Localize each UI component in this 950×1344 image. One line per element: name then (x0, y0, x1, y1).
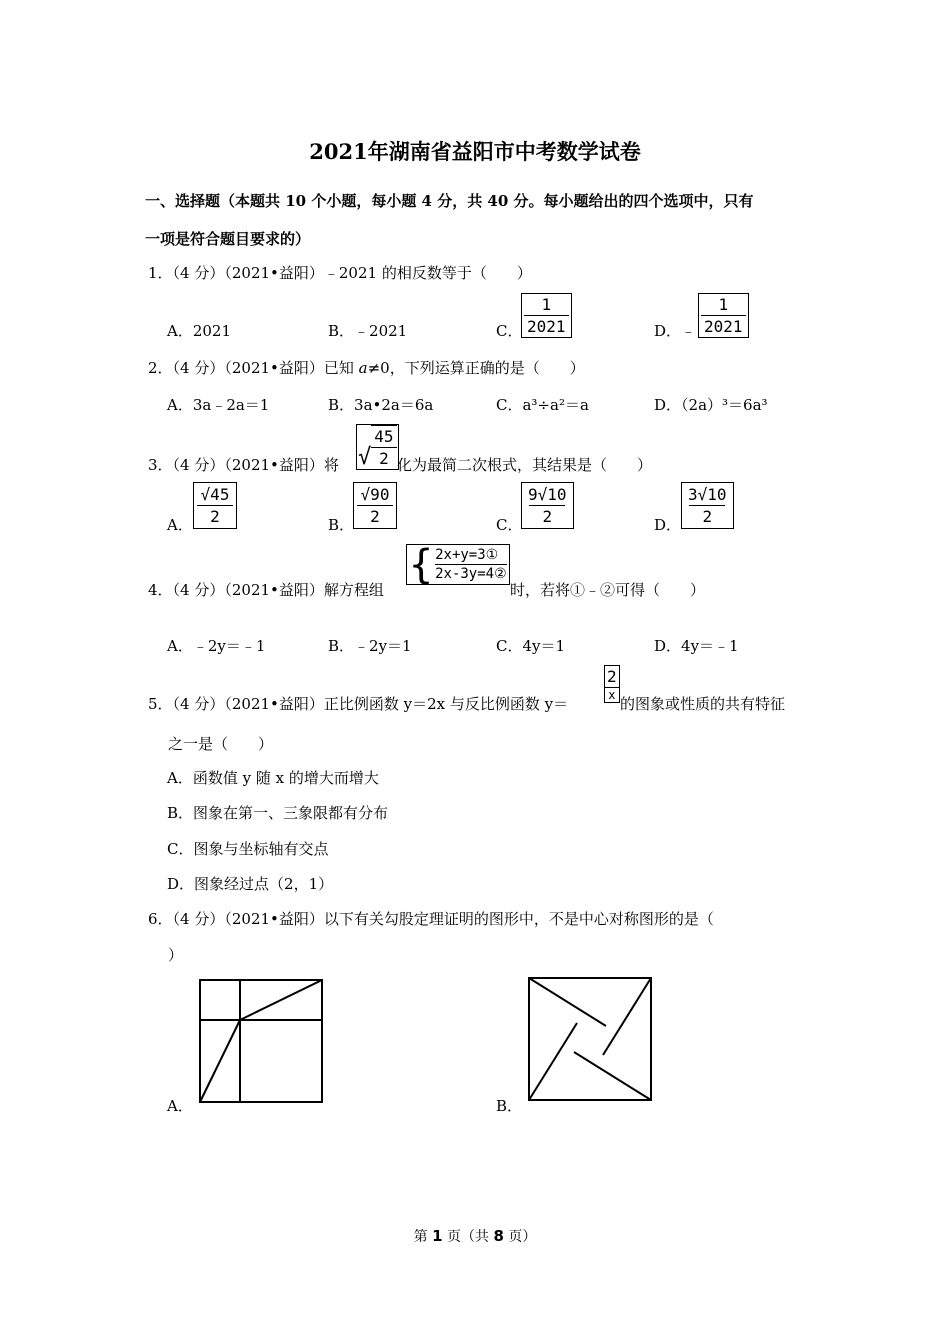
q2-stem-pre: 2．（4 分）（2021•益阳）已知 (148, 359, 359, 377)
footer-mid: 页（共 (442, 1229, 494, 1245)
footer-pre: 第 (413, 1229, 433, 1245)
frac-den: x (605, 687, 619, 702)
section-heading-line1: 一、选择题（本题共 10 个小题，每小题 4 分，共 40 分。每小题给出的四个选项中，只有 (145, 192, 754, 210)
q5-stem-pre: 5．（4 分）（2021•益阳）正比例函数 y＝2x 与反比例函数 y＝ (148, 695, 569, 713)
footer-page-number: 1 (432, 1227, 443, 1245)
q3-option-b-label: B． (328, 516, 355, 534)
q2-option-a: A．3a﹣2a＝1 (167, 396, 270, 414)
q3-option-b-fraction (353, 482, 397, 529)
frac-num: 1 (541, 295, 552, 314)
footer-total-pages: 8 (493, 1227, 504, 1245)
q5-stem-line2: 之一是（ ） (168, 735, 274, 753)
q3-option-a-label: A． (167, 516, 193, 534)
frac-num: 1 (718, 295, 729, 314)
equation-2: 2x-3y=4② (435, 566, 507, 582)
q4-option-b: B．﹣2y＝1 (328, 637, 412, 655)
diagonal-top (240, 980, 322, 1020)
page-title: 2021年湖南省益阳市中考数学试卷 (309, 139, 641, 164)
q5-option-c: C．图象与坐标轴有交点 (167, 840, 329, 858)
frac-num: 9√10 (528, 485, 567, 504)
rad-den: 2 (371, 447, 396, 469)
q1-option-d-fraction (698, 293, 749, 338)
q3-stem-radical (356, 424, 399, 470)
q2-stem-post: ≠0，下列运算正确的是（ ） (367, 359, 585, 377)
segment-4 (529, 1023, 577, 1100)
frac-den: 2 (689, 505, 725, 527)
frac-num: 3√10 (688, 485, 727, 504)
q3-option-c-label: C． (496, 516, 523, 534)
q5-option-b: B．图象在第一、三象限都有分布 (167, 804, 389, 822)
q5-option-d: D．图象经过点（2，1） (167, 875, 334, 893)
diagonal-left (200, 1020, 240, 1102)
q4-option-c: C．4y＝1 (496, 637, 566, 655)
frac-num: √45 (200, 485, 230, 504)
q4-equation-system (406, 541, 510, 588)
q4-stem-post: 时，若将①﹣②可得（ ） (510, 581, 706, 599)
segment-1 (529, 978, 606, 1026)
frac-den: 2021 (524, 315, 569, 337)
radical-icon: √ (358, 445, 372, 470)
q2-stem-var: a (358, 359, 368, 377)
q2-option-d: D．（2a）³＝6a³ (654, 396, 768, 414)
q6-option-a-label: A． (167, 1097, 193, 1115)
outer-square (529, 978, 651, 1100)
frac-num: 2 (607, 667, 617, 686)
frac-num: √90 (360, 485, 390, 504)
segment-2 (603, 978, 651, 1055)
brace-icon: { (409, 541, 434, 588)
q5-stem-post: 的图象或性质的共有特征 (620, 695, 786, 713)
q4-option-d: D．4y＝﹣1 (654, 637, 739, 655)
q1-option-a: A．2021 (167, 322, 232, 340)
section-heading-line2: 一项是符合题目要求的） (145, 230, 311, 248)
q1-option-c-label: C． (496, 322, 523, 340)
q1-option-c-fraction (521, 293, 572, 338)
q3-stem-pre: 3．（4 分）（2021•益阳）将 (148, 456, 339, 474)
q1-option-d-label: D．﹣ (654, 322, 697, 340)
q3-option-d-fraction (681, 482, 734, 529)
rad-num: 45 (374, 427, 394, 446)
q5-fraction (604, 665, 620, 703)
q2-stem (148, 357, 585, 378)
footer-post: 页） (503, 1229, 537, 1245)
q2-option-c: C．a³÷a²＝a (496, 396, 589, 414)
q1-stem: 1．（4 分）（2021•益阳）﹣2021 的相反数等于（ ） (148, 264, 532, 282)
q4-option-a: A．﹣2y＝﹣1 (167, 637, 266, 655)
q3-stem-post: 化为最简二次根式，其结果是（ ） (397, 456, 653, 474)
q1-option-b: B．﹣2021 (328, 322, 408, 340)
q5-option-a: A．函数值 y 随 x 的增大而增大 (167, 769, 379, 787)
q6-figure-a (198, 978, 324, 1104)
segment-3 (574, 1052, 651, 1100)
frac-den: 2 (529, 505, 565, 527)
q6-stem: 6．（4 分）（2021•益阳）以下有关勾股定理证明的图形中，不是中心对称图形的是（ (148, 910, 714, 928)
frac-den: 2021 (701, 315, 746, 337)
q2-option-b: B．3a•2a＝6a (328, 396, 434, 414)
equation-1: 2x+y=3① (435, 546, 507, 565)
q6-figure-b (527, 976, 653, 1102)
page-footer (0, 1226, 950, 1246)
q3-option-d-label: D． (654, 516, 682, 534)
q3-option-a-fraction (193, 482, 237, 529)
q6-option-b-label: B． (496, 1097, 523, 1115)
q6-stem-line2: ） (168, 946, 184, 964)
q4-stem-pre: 4．（4 分）（2021•益阳）解方程组 (148, 581, 384, 599)
outer-square (200, 980, 322, 1102)
q3-option-c-fraction (521, 482, 574, 529)
frac-den: 2 (357, 505, 393, 527)
frac-den: 2 (197, 505, 233, 527)
